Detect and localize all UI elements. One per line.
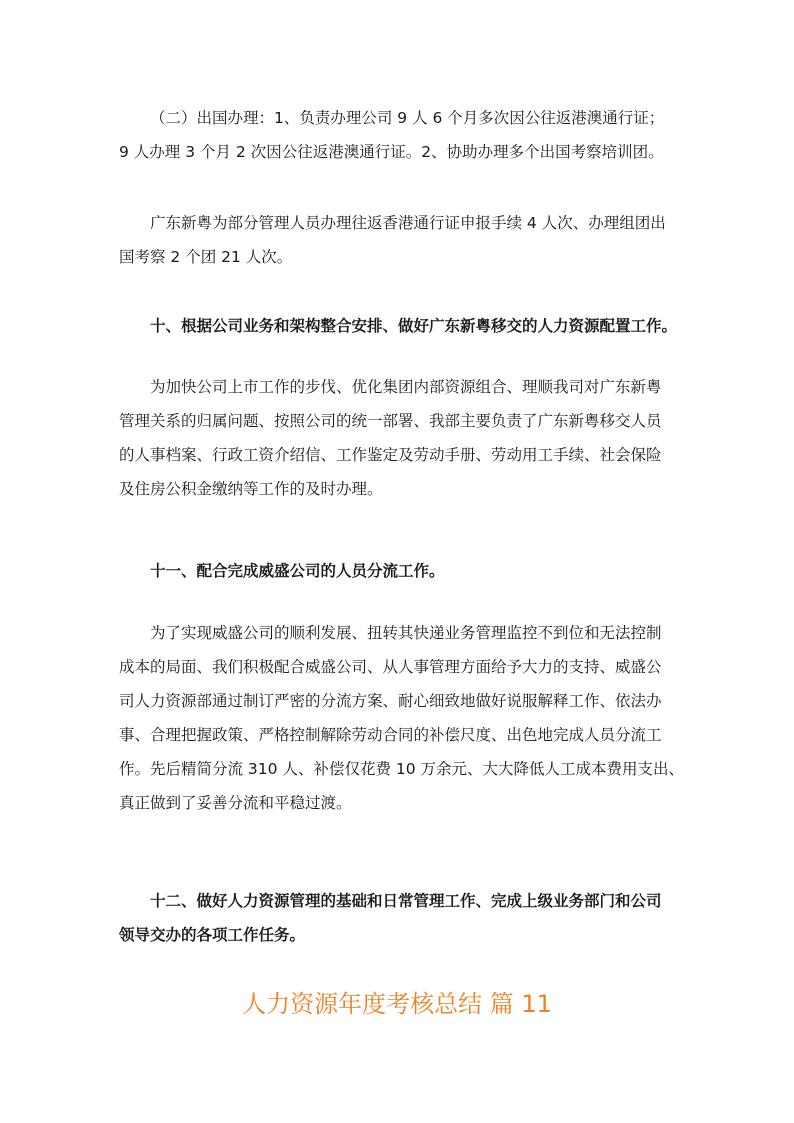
heading-section-11 (119, 554, 679, 588)
text-line: 真正做到了妥善分流和平稳过渡。 (119, 794, 352, 812)
text-line: 为加快公司上市工作的步伐、优化集团内部资源组合、理顺我司对广东新粤 (150, 378, 662, 396)
paragraph-overseas-processing (119, 101, 679, 169)
heading-text: 领导交办的各项工作任务。 (119, 926, 306, 944)
text-line: 广东新粤为部分管理人员办理往返香港通行证申报手续 4 人次、办理组团出 (150, 214, 666, 232)
heading-text: 十二、做好人力资源管理的基础和日常管理工作、完成上级业务部门和公司 (150, 892, 662, 910)
paragraph-weisheng-diversion (119, 616, 685, 820)
text-line: 9 人办理 3 个月 2 次因公往返港澳通行证。2、协助办理多个出国考察培训团。 (119, 143, 664, 161)
heading-text: 十、根据公司业务和架构整合安排、做好广东新粤移交的人力资源配置工作。 (150, 317, 678, 335)
text-line: 管理关系的归属问题、按照公司的统一部署、我部主要负责了广东新粤移交人员 (119, 412, 662, 430)
text-line: 及住房公积金缴纳等工作的及时办理。 (119, 480, 383, 498)
text-line: 司人力资源部通过制订严密的分流方案、耐心细致地做好说服解释工作、依法办 (119, 692, 662, 710)
section-title: 人力资源年度考核总结 篇 11 (242, 990, 552, 1018)
heading-section-12 (119, 884, 679, 952)
paragraph-guangdong-xinyue-passes (119, 206, 679, 274)
heading-section-10 (119, 309, 679, 343)
paragraph-transfer-personnel (119, 370, 679, 506)
text-line: （二）出国办理：1、负责办理公司 9 人 6 个月多次因公往返港澳通行证； (150, 109, 665, 127)
text-line: 为了实现威盛公司的顺利发展、扭转其快递业务管理监控不到位和无法控制 (150, 624, 662, 642)
text-line: 成本的局面、我们积极配合威盛公司、从人事管理方面给予大力的支持、威盛公 (119, 658, 662, 676)
text-line: 国考察 2 个团 21 人次。 (119, 248, 293, 266)
text-line: 的人事档案、行政工资介绍信、工作鉴定及劳动手册、劳动用工手续、社会保险 (119, 446, 662, 464)
heading-text: 十一、配合完成威盛公司的人员分流工作。 (150, 562, 445, 580)
text-line: 事、合理把握政策、严格控制解除劳动合同的补偿尺度、出色地完成人员分流工 (119, 726, 662, 744)
text-line: 作。先后精简分流 310 人、补偿仅花费 10 万余元、大大降低人工成本费用支出、 (119, 760, 685, 778)
